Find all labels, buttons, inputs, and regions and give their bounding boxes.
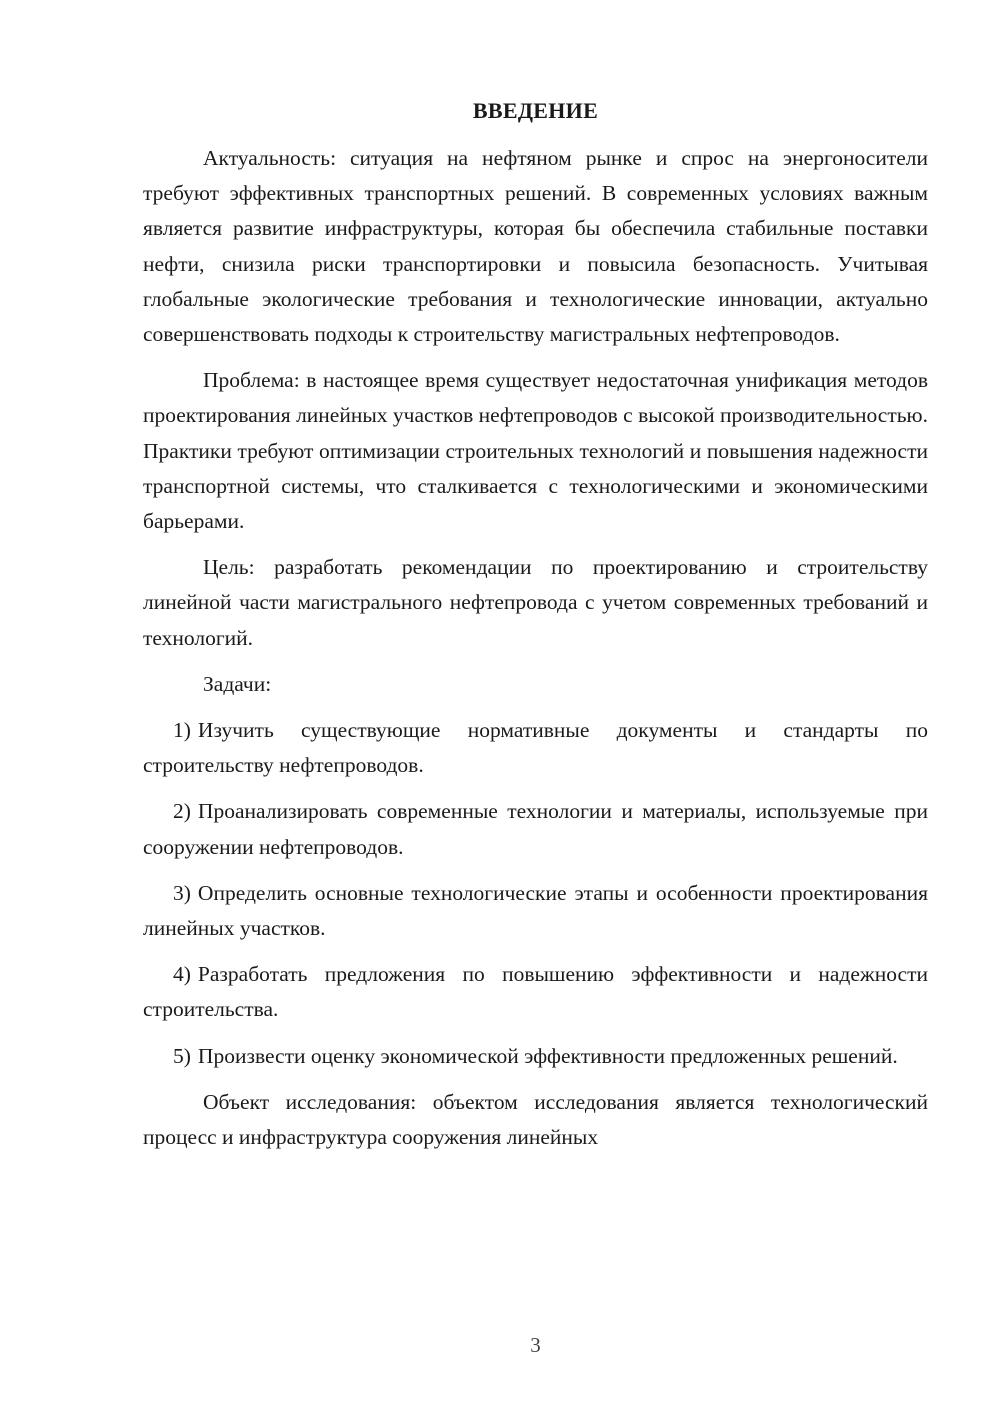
- page-number: 3: [530, 1333, 541, 1357]
- tasks-heading: Задачи:: [203, 671, 272, 696]
- paragraph-relevance: Актуальность: ситуация на нефтяном рынке и спрос на энергоносители требуют эффективных транспортных решений. В современных условиях важным является развитие инфраструктуры, которая бы обеспечила стабильные поставки нефти, снизила риски транспортировки и повысила безопасность. Учитывая глобальные экологические требования и технологические инновации, актуально совершенствовать подходы к строительству магистральных нефтепроводов.: [143, 146, 928, 347]
- paragraph-object: Объект исследования: объектом исследования является технологический процесс и инфраструктура сооружения линейных: [143, 1089, 928, 1150]
- task-item-2: [143, 794, 928, 864]
- task-item-3: [143, 876, 928, 946]
- paragraph-goal: Цель: разработать рекомендации по проектированию и строительству линейной части магистрального нефтепровода с учетом современных требований и технологий.: [143, 555, 928, 650]
- task-text: Проанализировать современные технологии и материалы, используемые при сооружении нефтепроводов.: [143, 799, 928, 859]
- task-number: 3): [173, 880, 191, 905]
- task-number: 4): [173, 962, 191, 987]
- page-title: ВВЕДЕНИЕ: [472, 98, 599, 123]
- task-text: Изучить существующие нормативные документы и стандарты по строительству нефтепроводов.: [143, 718, 928, 778]
- task-number: 5): [173, 1043, 191, 1068]
- document-body: [143, 141, 928, 1166]
- task-number: 1): [173, 718, 191, 743]
- task-item-4: [143, 957, 928, 1027]
- task-item-1: [143, 713, 928, 783]
- task-number: 2): [173, 799, 191, 824]
- task-item-5: [143, 1039, 928, 1074]
- task-text: Определить основные технологические этапы и особенности проектирования линейных участков.: [143, 880, 928, 941]
- document-page: [143, 0, 928, 1414]
- paragraph-problem: Проблема: в настоящее время существует недостаточная унификация методов проектирования линейных участков нефтепроводов с высокой производительностью. Практики требуют оптимизации строительных технологий и повышения надежности транспортной системы, что сталкивается с технологическими и экономическими барьерами.: [143, 368, 928, 534]
- task-text: Разработать предложения по повышению эффективности и надежности строительства.: [143, 962, 928, 1022]
- task-text: Произвести оценку экономической эффективности предложенных решений.: [197, 1043, 898, 1068]
